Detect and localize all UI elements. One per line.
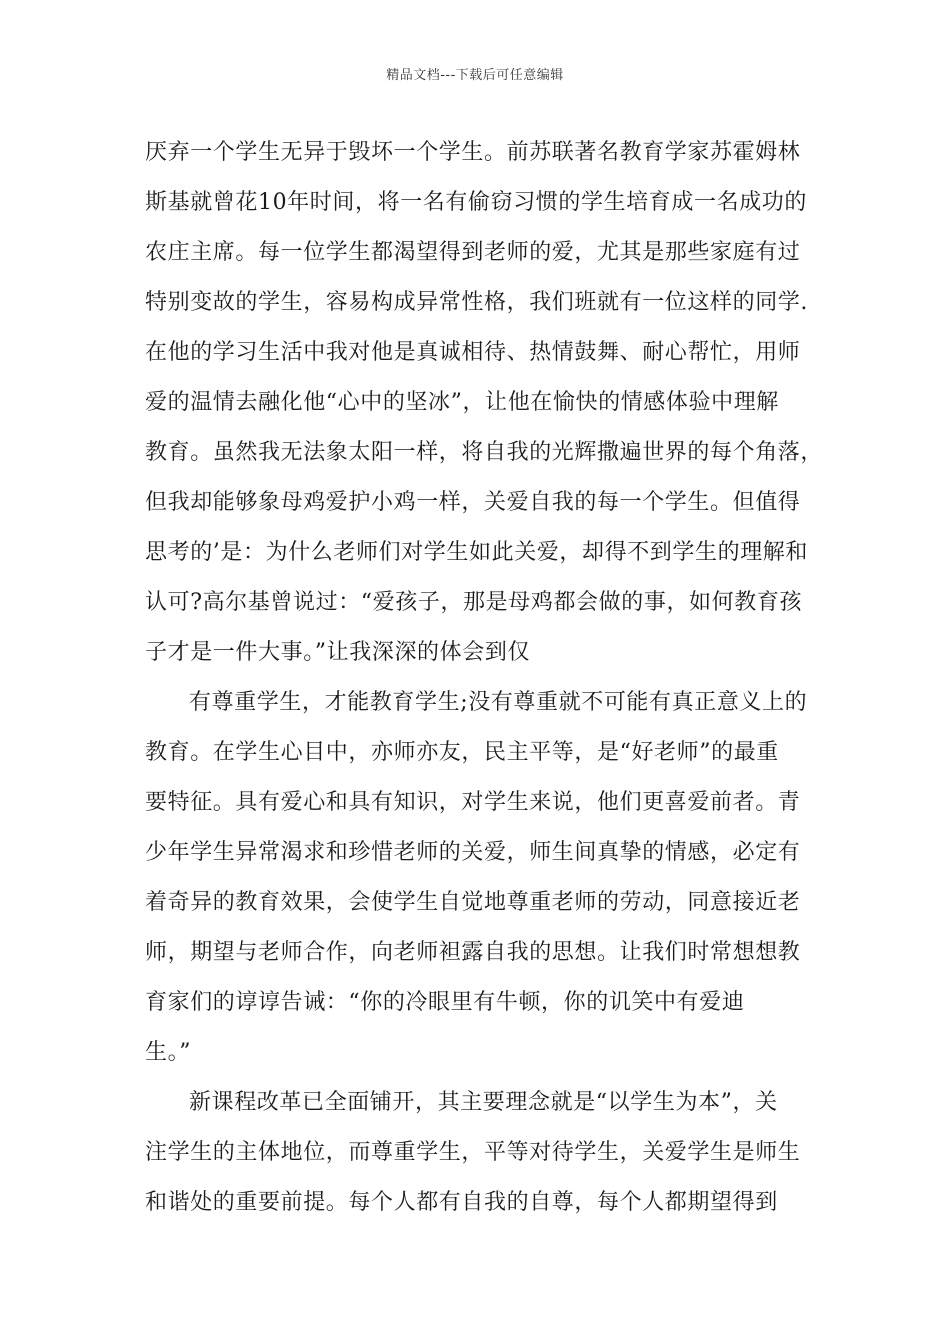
text-line: 认可?高尔基曾说过：“爱孩子，那是母鸡都会做的事，如何教育孩 xyxy=(145,590,803,615)
text-line: 和谐处的重要前提。每个人都有自我的自尊，每个人都期望得到 xyxy=(145,1190,778,1215)
text-line: 有尊重学生，才能教育学生;没有尊重就不可能有真正意义上的 xyxy=(189,690,808,715)
text-line: 但我却能够象母鸡爱护小鸡一样，关爱自我的每一个学生。但值得 xyxy=(145,490,801,515)
paragraph-2 xyxy=(145,678,810,1078)
text-line: 爱的温情去融化他“心中的坚冰”，让他在愉快的情感体验中理解 xyxy=(145,390,779,415)
text-line: 生。” xyxy=(145,1040,192,1065)
text-line: 新课程改革已全面铺开，其主要理念就是“以学生为本”，关 xyxy=(189,1090,778,1115)
text-line: 厌弃一个学生无异于毁坏一个学生。前苏联著名教育学家苏霍姆林 xyxy=(145,140,801,165)
text-line: 着奇异的教育效果，会使学生自觉地尊重老师的劳动，同意接近老 xyxy=(145,890,801,915)
text-line: 育家们的谆谆告诫：“你的冷眼里有牛顿，你的讥笑中有爱迪 xyxy=(145,990,745,1015)
text-line: 少年学生异常渴求和珍惜老师的关爱，师生间真挚的情感，必定有 xyxy=(145,840,801,865)
text-line: 在他的学习生活中我对他是真诚相待、热情鼓舞、耐心帮忙，用师 xyxy=(145,340,801,365)
paragraph-3 xyxy=(145,1078,810,1228)
text-line: 特别变故的学生，容易构成异常性格，我们班就有一位这样的同学. xyxy=(145,290,808,315)
text-line: 教育。虽然我无法象太阳一样，将自我的光辉撒遍世界的每个角落， xyxy=(145,440,824,465)
text-line: 思考的’是：为什么老师们对学生如此关爱，却得不到学生的理解和 xyxy=(145,540,808,565)
text-line: 子才是一件大事。”让我深深的体会到仅 xyxy=(145,640,531,665)
paragraph-1 xyxy=(145,128,824,678)
text-line: 师，期望与老师合作，向老师袒露自我的思想。让我们时常想想教 xyxy=(145,940,801,965)
text-line: 斯基就曾花10年时间，将一名有偷窃习惯的学生培育成一名成功的 xyxy=(145,190,807,215)
text-line: 注学生的主体地位，而尊重学生，平等对待学生，关爱学生是师生 xyxy=(145,1140,801,1165)
text-line: 要特征。具有爱心和具有知识，对学生来说，他们更喜爱前者。青 xyxy=(145,790,801,815)
page-header: 精品文档---下载后可任意编辑 xyxy=(386,68,564,83)
body-text xyxy=(145,128,824,1228)
text-line: 教育。在学生心目中，亦师亦友，民主平等，是“好老师”的最重 xyxy=(145,740,779,765)
text-line: 农庄主席。每一位学生都渴望得到老师的爱，尤其是那些家庭有过 xyxy=(145,240,801,265)
